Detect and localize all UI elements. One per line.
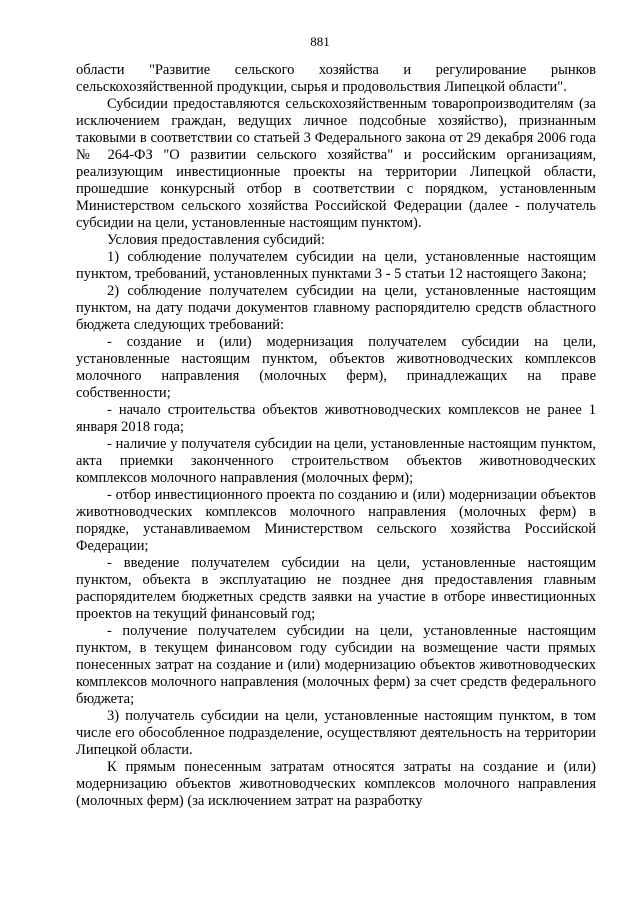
paragraph-condition-3: 3) получатель субсидии на цели, установленные настоящим пунктом, в том числе его обособленное подразделение, осуществляют деятельность на территории Липецкой области. (76, 708, 596, 758)
paragraph-requirement-acceptance-act: - наличие у получателя субсидии на цели, установленные настоящим пунктом, акта приемки законченного строительством объектов животноводческих комплексов молочного направления (молочных ферм); (76, 436, 596, 486)
paragraph-requirement-project-selection: - отбор инвестиционного проекта по созданию и (или) модернизации объектов животноводческих комплексов молочного направления (молочных ферм) в порядке, устанавливаемом Министерством сельского хозяйства Российской Федерации; (76, 487, 596, 554)
page-number: 881 (310, 34, 330, 49)
paragraph-requirement-construction-start: - начало строительства объектов животноводческих комплексов не ранее 1 января 2018 года; (76, 402, 596, 435)
paragraph-subsidy-recipients: Субсидии предоставляются сельскохозяйственным товаропроизводителям (за исключением граждан, ведущих личное подсобные хозяйство), признанным таковыми в соответствии со статьей 3 Федерального закона от 29 декабря 2006 года № 264-ФЗ "О развитии сельского хозяйства" и российским организациям, реализующим инвестиционные проекты на территории Липецкой области, прошедшие конкурсный отбор в соответствии с порядком, установленным Министерством сельского хозяйства Российской Федерации (далее - получатель субсидии на цели, установленные настоящим пунктом). (76, 96, 596, 231)
paragraph-requirement-modernization: - создание и (или) модернизация получателем субсидии на цели, установленные настоящим пунктом, объектов животноводческих комплексов молочного направления (молочных ферм), принадлежащих на праве собственности; (76, 334, 596, 401)
paragraph-requirement-commissioning: - введение получателем субсидии на цели, установленные настоящим пунктом, объекта в эксплуатацию не позднее дня предоставления главным распорядителем бюджетных средств заявки на участие в отборе инвестиционных проектов на текущий финансовый год; (76, 555, 596, 622)
paragraph-condition-1: 1) соблюдение получателем субсидии на цели, установленные настоящим пунктом, требований, установленных пунктами 3 - 5 статьи 12 настоящего Закона; (76, 249, 596, 282)
paragraph-condition-2: 2) соблюдение получателем субсидии на цели, установленные настоящим пунктом, на дату подачи документов главному распорядителю средств областного бюджета следующих требований: (76, 283, 596, 333)
paragraph-requirement-federal-subsidy: - получение получателем субсидии на цели, установленные настоящим пунктом, в текущем финансовом году субсидии на возмещение части прямых понесенных затрат на создание и (или) модернизацию объектов животноводческих комплексов молочного направления (молочных ферм) за счет средств федерального бюджета; (76, 623, 596, 707)
paragraph-conditions-heading: Условия предоставления субсидий: (107, 232, 325, 248)
paragraph-direct-costs: К прямым понесенным затратам относятся затраты на создание и (или) модернизацию объектов животноводческих комплексов молочного направления (молочных ферм) (за исключением затрат на разработку (76, 759, 596, 809)
paragraph-program-name: области "Развитие сельского хозяйства и регулирование рынков сельскохозяйственной продукции, сырья и продовольствия Липецкой области". (76, 62, 596, 95)
document-body (76, 62, 596, 810)
